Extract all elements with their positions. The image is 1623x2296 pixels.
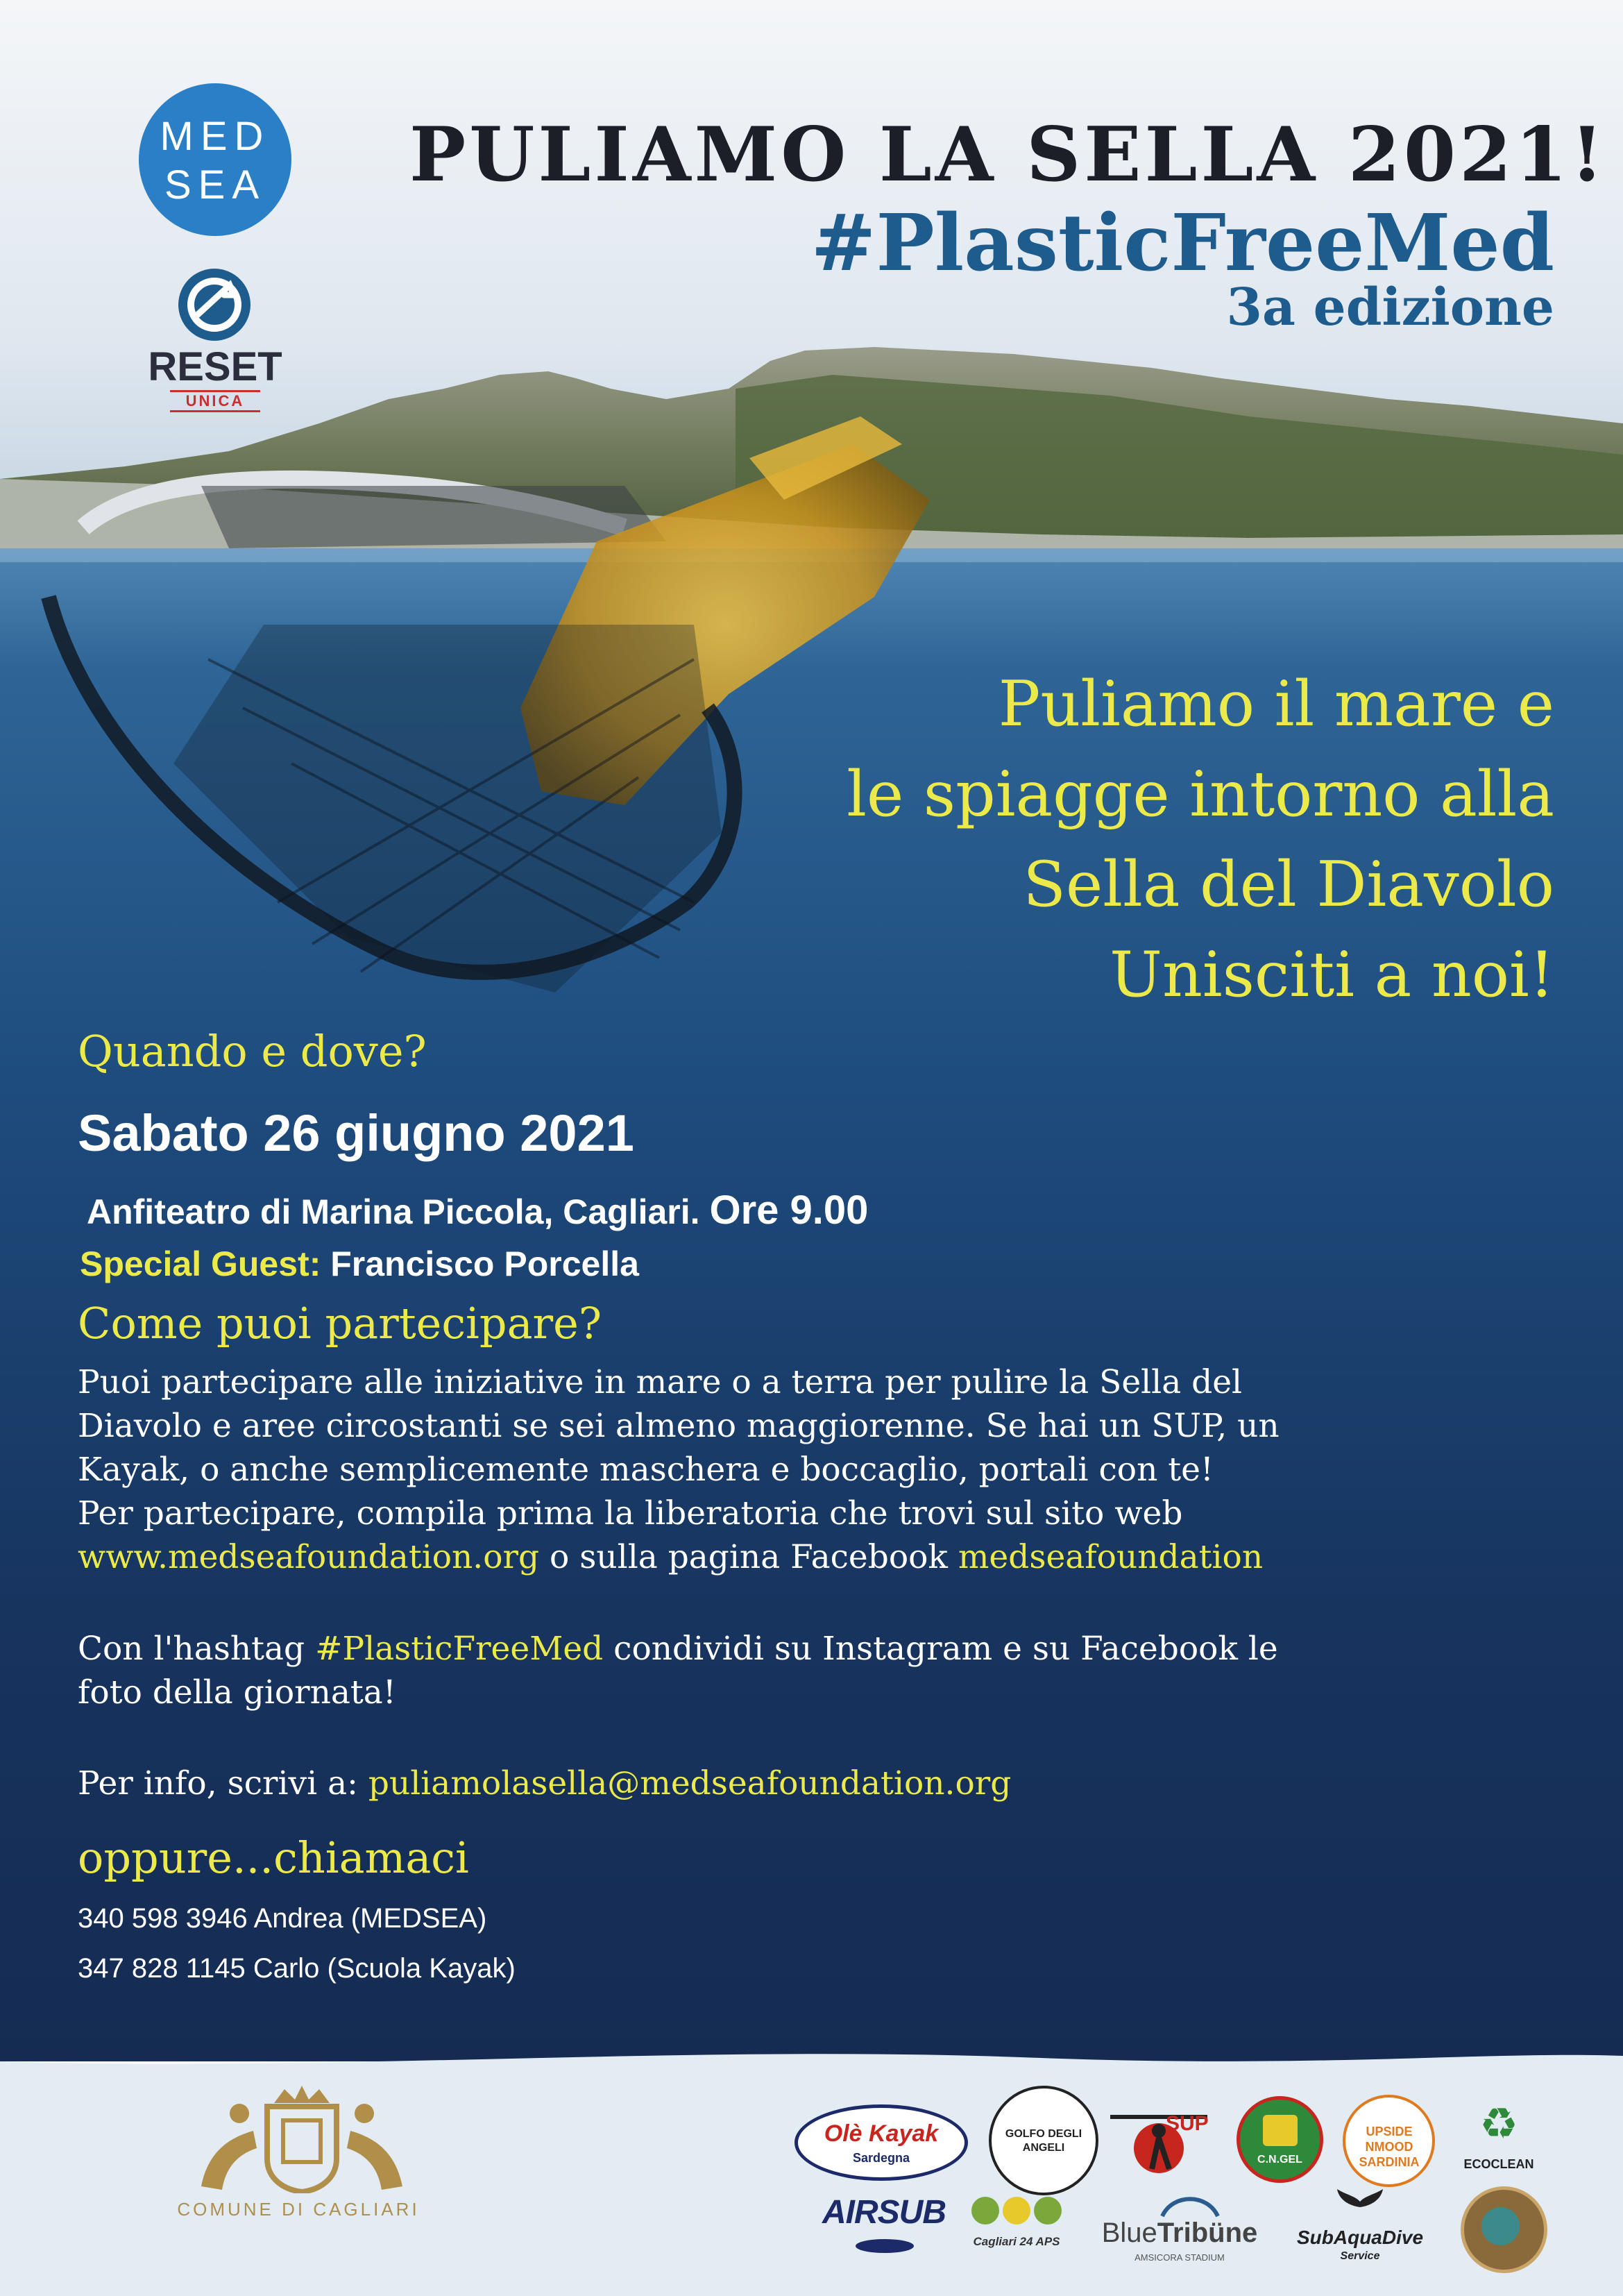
paragraph-line: [78, 1762, 1556, 1805]
sponsor-golfo-degli-angeli: [989, 2086, 1098, 2195]
facebook-link[interactable]: medseafoundation: [958, 1538, 1264, 1576]
sponsor-upside: [1343, 2095, 1435, 2187]
slogan-line: Sella del Diavolo: [1023, 848, 1554, 921]
ole-kayak-sub: Sardegna: [852, 2151, 910, 2165]
bluetribune-name: [1093, 2218, 1266, 2249]
comune-crest-icon: [187, 2082, 416, 2193]
paragraph-line: Puoi partecipare alle iniziative in mare o a terra per pulire la Sella del: [78, 1363, 1243, 1401]
medsea-logo: [139, 83, 291, 236]
bluetribune-b: Tribüne: [1157, 2218, 1258, 2248]
upside-label: UPSIDE NMOOD SARDINIA: [1359, 2125, 1420, 2169]
comune-label: COMUNE DI CAGLIARI: [177, 2199, 420, 2220]
subaqua-sub: Service: [1340, 2250, 1380, 2262]
hashtag-paragraph: [78, 1627, 1556, 1714]
golfo-name: GOLFO DEGLI ANGELI: [1005, 2128, 1082, 2154]
slogan-line: Puliamo il mare e: [998, 668, 1554, 741]
sponsor-subaquadive: [1287, 2186, 1433, 2266]
edition-title: 3a edizione: [1226, 278, 1554, 337]
info-line: [78, 1762, 1556, 1805]
sponsor-assosub: [965, 2190, 1069, 2266]
bluetribune-a: Blue: [1101, 2218, 1157, 2248]
event-venue: [87, 1187, 868, 1233]
whale-tail-icon: [1336, 2186, 1384, 2225]
hashtag-title: #PlasticFreeMed: [810, 198, 1554, 289]
hashtag-tag: #PlasticFreeMed: [315, 1630, 604, 1668]
slogan-line: Unisciti a noi!: [1110, 938, 1554, 1011]
sponsor-bluetribune: [1093, 2190, 1266, 2266]
paragraph-line: foto della giornata!: [78, 1673, 396, 1712]
paragraph-line-links: [78, 1535, 1556, 1579]
subaqua-label: SubAquaDive: [1296, 2227, 1424, 2248]
participate-paragraph: [78, 1360, 1556, 1579]
info-email-link[interactable]: puliamolasella@medseafoundation.org: [368, 1764, 1012, 1803]
guest-label: Special Guest:: [80, 1244, 321, 1283]
sup-label: SUP: [1166, 2112, 1209, 2135]
venue-text: Anfiteatro di Marina Piccola, Cagliari.: [87, 1192, 700, 1231]
paragraph-line: Per partecipare, compila prima la liberatoria che trovi sul sito web: [78, 1494, 1183, 1533]
sponsor-ole-kayak: [794, 2104, 968, 2181]
airsub-label: AIRSUB: [822, 2194, 946, 2231]
paragraph-line: Kayak, o anche semplicemente maschera e boccaglio, portali con te!: [78, 1451, 1214, 1489]
reset-logo-sub: UNICA: [170, 390, 260, 412]
reset-logo-icon: [176, 266, 253, 344]
medsea-logo-line1: MED: [160, 114, 271, 159]
guest-name: Francisco Porcella: [330, 1244, 639, 1283]
info-label: Per info, scrivi a:: [78, 1764, 358, 1803]
ole-kayak-name: Olè Kayak: [824, 2120, 939, 2147]
bluetribune-sub: AMSICORA STADIUM: [1135, 2252, 1225, 2263]
paragraph-line: [78, 1627, 1556, 1671]
hashtag-post: condividi su Instagram e su Facebook le: [613, 1630, 1278, 1668]
slogan-line: le spiagge intorno alla: [847, 758, 1554, 831]
special-guest: [80, 1244, 639, 1284]
medsea-logo-line2: SEA: [164, 162, 266, 208]
paragraph-line: Diavolo e aree circostanti se sei almeno maggiorenne. Se hai un SUP, un: [78, 1407, 1280, 1445]
assosub-emblem-icon: [965, 2190, 1069, 2231]
website-link[interactable]: www.medseafoundation.org: [78, 1538, 540, 1576]
hashtag-pre: Con l'hashtag: [78, 1630, 305, 1668]
participate-heading: Come puoi partecipare?: [78, 1298, 602, 1349]
website-mid-text: o sulla pagina Facebook: [550, 1538, 948, 1576]
event-time: Ore 9.00: [709, 1188, 869, 1233]
assosub-label: Cagliari 24 APS: [973, 2235, 1060, 2248]
when-where-heading: Quando e dove?: [78, 1026, 427, 1077]
sponsor-cngel: [1237, 2096, 1323, 2183]
sponsor-airsub: [822, 2186, 946, 2263]
event-date: Sabato 26 giugno 2021: [78, 1104, 634, 1162]
page-title: PULIAMO LA SELLA 2021!: [409, 111, 1607, 199]
contact-heading: oppure...chiamaci: [78, 1832, 469, 1883]
sponsor-ecoclean: [1450, 2098, 1547, 2185]
reset-logo-text: RESET: [148, 344, 282, 389]
bluetribune-arc-icon: [1159, 2190, 1221, 2218]
sponsor-round-emblem-icon: [1461, 2186, 1547, 2273]
phone-number[interactable]: 347 828 1145 Carlo (Scuola Kayak): [78, 1953, 516, 1984]
sponsor-sup: [1103, 2100, 1214, 2183]
diver-icon: [850, 2232, 919, 2260]
emblem-center-icon: [1481, 2207, 1520, 2245]
cngel-label: C.N.GEL: [1257, 2154, 1302, 2166]
ecoclean-label: ECOCLEAN: [1463, 2157, 1534, 2171]
recycle-icon: ♻: [1479, 2098, 1518, 2149]
cngel-emblem-icon: [1263, 2115, 1298, 2146]
phone-number[interactable]: 340 598 3946 Andrea (MEDSEA): [78, 1903, 487, 1934]
slogan: [694, 659, 1554, 1020]
